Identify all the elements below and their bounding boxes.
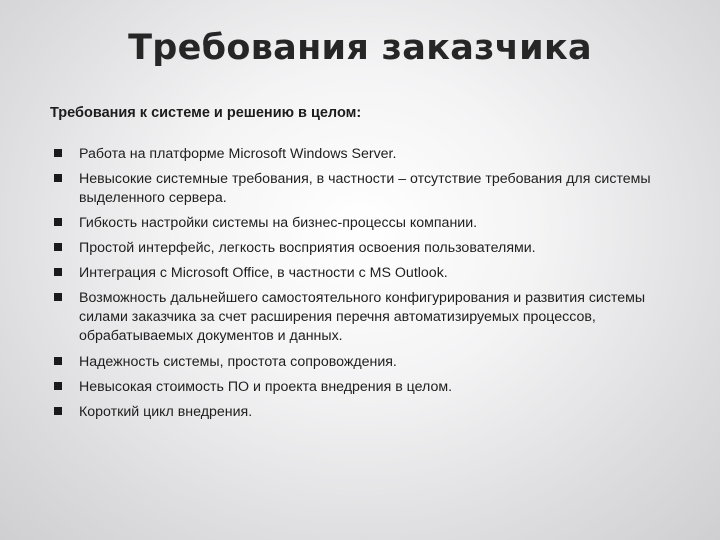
list-item-text: Простой интерфейс, легкость восприятия освоения пользователями.	[79, 240, 536, 256]
square-bullet-icon	[54, 357, 62, 365]
list-item	[54, 289, 674, 346]
square-bullet-icon	[54, 174, 62, 182]
list-item	[54, 145, 674, 164]
list-item	[54, 378, 674, 397]
list-item	[54, 239, 674, 258]
slide-subtitle: Требования к системе и решению в целом:	[50, 105, 362, 121]
list-item-text: Невысокие системные требования, в частности – отсутствие требования для системы выделенного сервера.	[79, 171, 651, 206]
list-item-text: Надежность системы, простота сопровождения.	[79, 354, 397, 370]
square-bullet-icon	[54, 218, 62, 226]
square-bullet-icon	[54, 268, 62, 276]
square-bullet-icon	[54, 382, 62, 390]
list-item-text: Возможность дальнейшего самостоятельного конфигурирования и развития системы силами заказчика за счет расширения перечня автоматизируемых процессов, обрабатываемых документов и данных.	[79, 290, 646, 344]
list-item-text: Гибкость настройки системы на бизнес-процессы компании.	[79, 215, 478, 231]
requirements-list	[54, 145, 674, 422]
list-item	[54, 214, 674, 233]
list-item	[54, 170, 674, 208]
slide-title: Требования заказчика	[128, 28, 592, 68]
list-item	[54, 264, 674, 283]
square-bullet-icon	[54, 149, 62, 157]
square-bullet-icon	[54, 293, 62, 301]
list-item-text: Работа на платформе Microsoft Windows Server.	[79, 146, 397, 162]
list-item-text: Невысокая стоимость ПО и проекта внедрения в целом.	[79, 379, 453, 395]
square-bullet-icon	[54, 243, 62, 251]
square-bullet-icon	[54, 407, 62, 415]
list-item-text: Короткий цикл внедрения.	[79, 404, 253, 420]
list-item	[54, 403, 674, 422]
list-item	[54, 353, 674, 372]
list-item-text: Интеграция с Microsoft Office, в частности с MS Outlook.	[79, 265, 448, 281]
